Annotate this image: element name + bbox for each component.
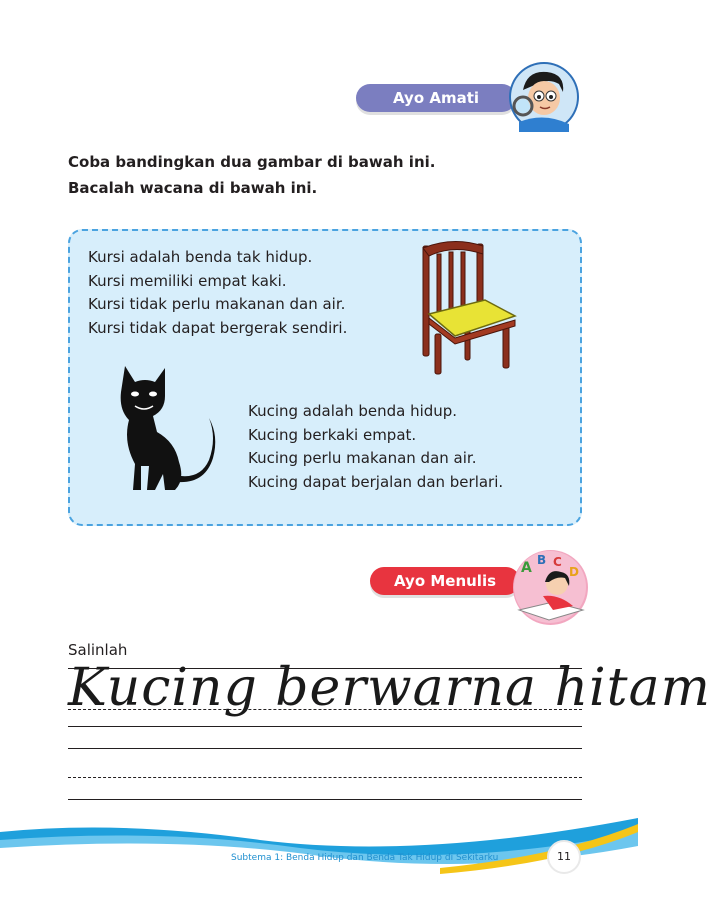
instruction-line-2: Bacalah wacana di bawah ini. — [68, 179, 318, 197]
kucing-line-4: Kucing dapat berjalan dan berlari. — [248, 472, 504, 491]
ayo-menulis-label: Ayo Menulis — [393, 572, 497, 590]
ayo-amati-label: Ayo Amati — [392, 89, 480, 107]
ayo-menulis-badge — [370, 567, 520, 595]
kursi-line-2: Kursi memiliki empat kaki. — [88, 271, 287, 290]
copy-prompt: Salinlah — [68, 641, 128, 659]
observing-boy-illustration — [509, 62, 579, 132]
kucing-line-2: Kucing berkaki empat. — [248, 425, 417, 444]
svg-text:C: C — [553, 555, 562, 569]
kucing-paragraph — [248, 400, 503, 494]
chair-illustration — [415, 238, 525, 376]
kursi-line-4: Kursi tidak dapat bergerak sendiri. — [88, 318, 348, 337]
black-cat-illustration — [105, 362, 230, 497]
footer-subtheme: Subtema 1: Benda Hidup dan Benda Tak Hidup di Sekitarku — [231, 853, 499, 863]
kursi-line-3: Kursi tidak perlu makanan dan air. — [88, 295, 346, 313]
svg-text:A: A — [521, 560, 532, 576]
kucing-line-1: Kucing adalah benda hidup. — [248, 402, 458, 420]
kursi-paragraph — [88, 246, 347, 340]
instruction-line-1: Coba bandingkan dua gambar di bawah ini. — [68, 153, 436, 171]
page-number: 11 — [547, 840, 581, 874]
writing-girl-illustration — [513, 550, 588, 625]
kursi-line-1: Kursi adalah benda tak hidup. — [88, 248, 313, 266]
practice-midline — [68, 777, 582, 778]
cursive-example: Kucing berwarna hitam — [68, 658, 711, 718]
practice-line-top — [68, 748, 582, 749]
svg-text:B: B — [537, 553, 547, 567]
practice-baseline — [68, 799, 582, 800]
writing-baseline — [68, 726, 582, 727]
kucing-line-3: Kucing perlu makanan dan air. — [248, 449, 477, 467]
ayo-amati-badge — [356, 84, 516, 112]
svg-text:D: D — [569, 565, 579, 579]
